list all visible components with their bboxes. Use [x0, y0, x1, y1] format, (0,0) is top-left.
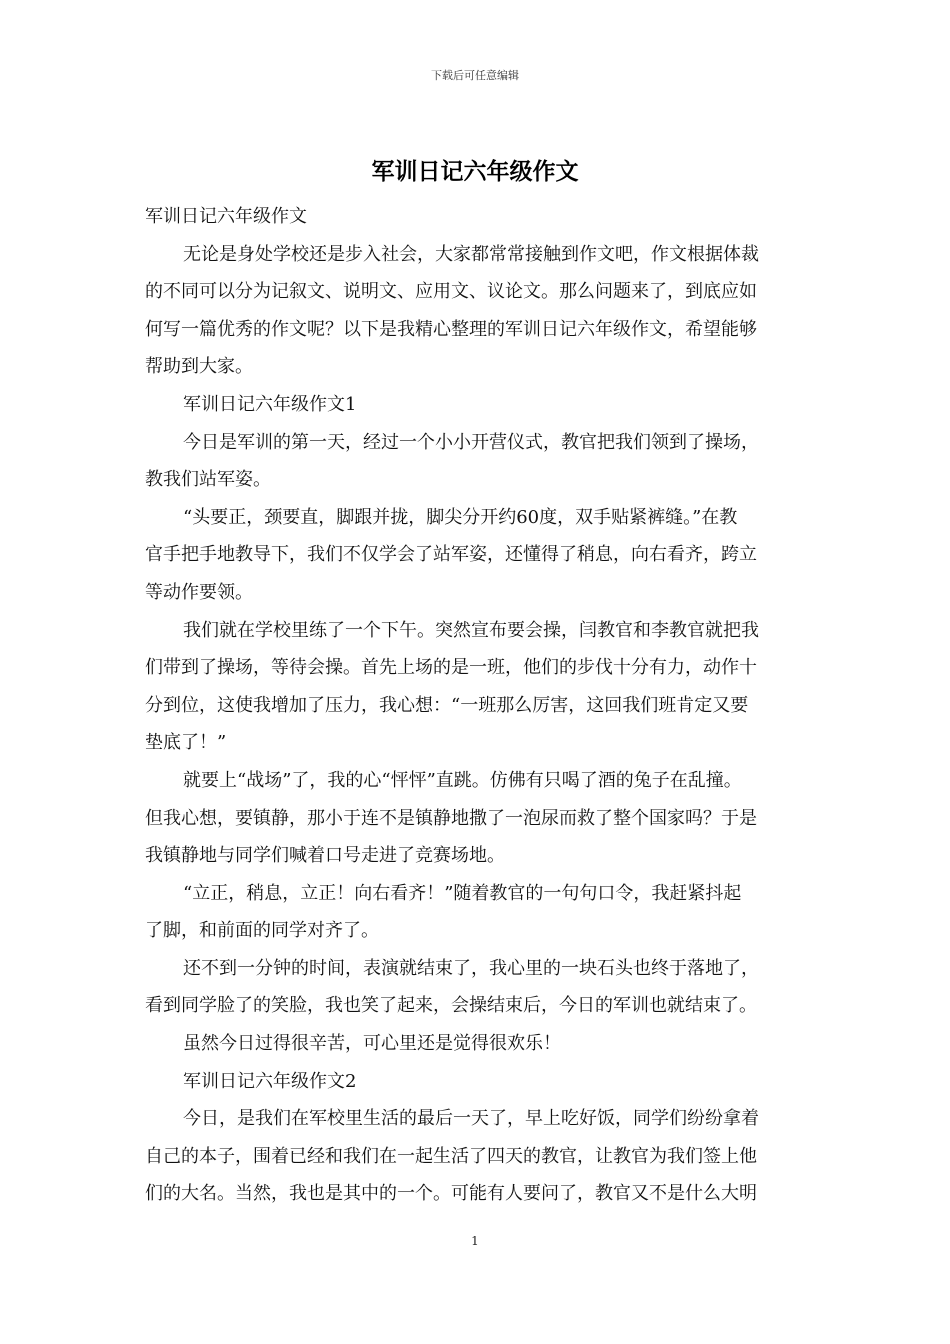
text-line: 军训日记六年级作文2 [183, 1070, 357, 1092]
paragraph [145, 1063, 807, 1101]
document-body [145, 198, 807, 1213]
paragraph [145, 236, 807, 386]
paragraph [145, 499, 807, 612]
text-line: 们的大名。当然，我也是其中的一个。可能有人要问了，教官又不是什么大明 [145, 1183, 757, 1205]
text-line: 但我心想，要镇静，那小于连不是镇静地撒了一泡尿而救了整个国家吗？于是 [145, 807, 757, 829]
paragraph [145, 386, 807, 424]
text-line: 军训日记六年级作文1 [183, 393, 357, 415]
text-line: 了脚，和前面的同学对齐了。 [145, 920, 379, 942]
text-line: 军训日记六年级作文 [145, 206, 307, 227]
paragraph [145, 612, 807, 762]
text-line: 何写一篇优秀的作文呢？以下是我精心整理的军训日记六年级作文，希望能够 [145, 318, 757, 340]
text-line: 我镇静地与同学们喊着口号走进了竞赛场地。 [145, 845, 505, 867]
text-line: “头要正，颈要直，脚跟并拢，脚尖分开约60度，双手贴紧裤缝。”在教 [183, 506, 738, 528]
paragraph [145, 1025, 807, 1063]
text-line: 还不到一分钟的时间，表演就结束了，我心里的一块石头也终于落地了， [183, 957, 759, 979]
text-line: 今日是军训的第一天，经过一个小小开营仪式，教官把我们领到了操场， [183, 431, 759, 453]
text-line: 无论是身处学校还是步入社会，大家都常常接触到作文吧，作文根据体裁 [183, 243, 759, 265]
paragraph [145, 950, 807, 1025]
text-line: 看到同学脸了的笑脸，我也笑了起来，会操结束后，今日的军训也就结束了。 [145, 995, 757, 1017]
paragraph [145, 762, 807, 875]
header-note: 下载后可任意编辑 [431, 69, 519, 82]
paragraph [145, 424, 807, 499]
text-line: 帮助到大家。 [145, 356, 253, 378]
text-line: 的不同可以分为记叙文、说明文、应用文、议论文。那么问题来了，到底应如 [145, 281, 757, 303]
text-line: 今日，是我们在军校里生活的最后一天了，早上吃好饭，同学们纷纷拿着 [183, 1108, 759, 1130]
text-line: 自己的本子，围着已经和我们在一起生活了四天的教官，让教官为我们签上他 [145, 1145, 757, 1167]
text-line: 等动作要领。 [145, 581, 253, 603]
paragraph [145, 875, 807, 950]
text-line: 教我们站军姿。 [145, 469, 271, 491]
text-line: 官手把手地教导下，我们不仅学会了站军姿，还懂得了稍息，向右看齐，跨立 [145, 544, 757, 566]
text-line: 虽然今日过得很辛苦，可心里还是觉得很欢乐！ [183, 1033, 561, 1055]
text-line: 我们就在学校里练了一个下午。突然宣布要会操，闫教官和李教官就把我 [183, 619, 759, 641]
page-number: 1 [471, 1234, 479, 1248]
paragraph [145, 198, 807, 236]
text-line: 们带到了操场，等待会操。首先上场的是一班，他们的步伐十分有力，动作十 [145, 657, 757, 679]
text-line: “立正，稍息，立正！向右看齐！”随着教官的一句句口令，我赶紧抖起 [183, 882, 742, 904]
paragraph [145, 1100, 807, 1213]
text-line: 分到位，这使我增加了压力，我心想：“一班那么厉害，这回我们班肯定又要 [145, 694, 749, 716]
document-title: 军训日记六年级作文 [371, 159, 579, 185]
text-line: 就要上“战场”了，我的心“怦怦”直跳。仿佛有只喝了酒的兔子在乱撞。 [183, 769, 742, 791]
text-line: 垫底了！” [145, 732, 227, 754]
